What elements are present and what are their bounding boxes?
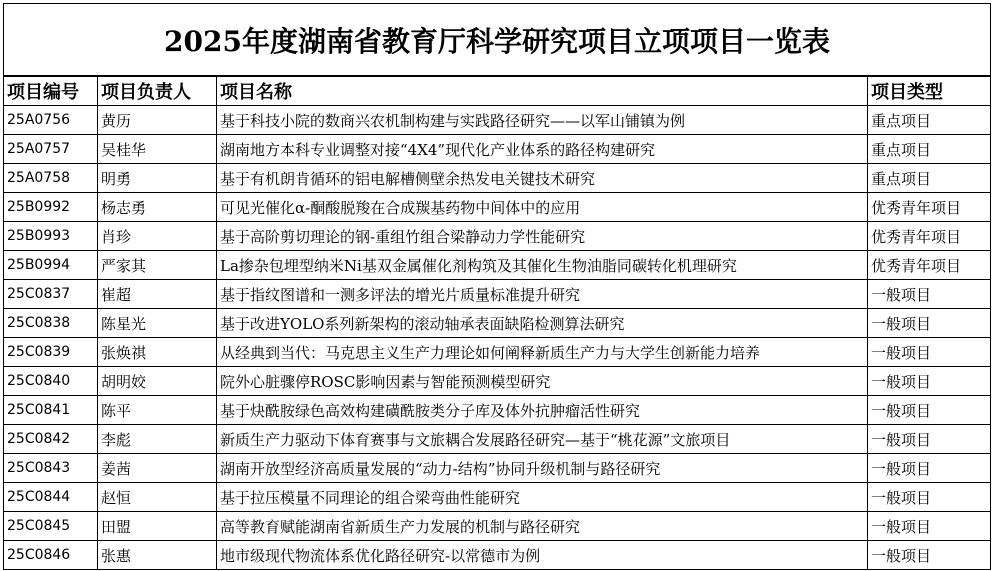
cell-project-code[interactable]: 25C0840 — [4, 367, 98, 396]
cell-project-code[interactable]: 25B0993 — [4, 222, 98, 251]
cell-project-leader[interactable]: 陈星光 — [98, 309, 217, 338]
cell-project-type[interactable]: 优秀青年项目 — [868, 222, 991, 251]
header-row — [4, 76, 991, 106]
cell-project-type[interactable]: 一般项目 — [868, 454, 991, 483]
header-name[interactable]: 项目名称 — [217, 76, 868, 106]
cell-project-name[interactable]: 湖南地方本科专业调整对接“4X4”现代化产业体系的路径构建研究 — [217, 135, 868, 164]
cell-project-name[interactable]: 新质生产力驱动下体育赛事与文旅耦合发展路径研究—基于“桃花源”文旅项目 — [217, 425, 868, 454]
cell-project-leader[interactable]: 明勇 — [98, 164, 217, 193]
cell-project-name[interactable]: 基于改进YOLO系列新架构的滚动轴承表面缺陷检测算法研究 — [217, 309, 868, 338]
cell-project-type[interactable]: 一般项目 — [868, 483, 991, 512]
cell-project-leader[interactable]: 赵恒 — [98, 483, 217, 512]
cell-project-leader[interactable]: 杨志勇 — [98, 193, 217, 222]
cell-project-name[interactable]: 基于炔酰胺绿色高效构建磺酰胺类分子库及体外抗肿瘤活性研究 — [217, 396, 868, 425]
cell-project-type[interactable]: 重点项目 — [868, 164, 991, 193]
cell-project-type[interactable]: 一般项目 — [868, 541, 991, 570]
cell-project-code[interactable]: 25C0839 — [4, 338, 98, 367]
cell-project-leader[interactable]: 田盟 — [98, 512, 217, 541]
table-body — [4, 106, 991, 570]
cell-project-name[interactable]: 基于拉压模量不同理论的组合梁弯曲性能研究 — [217, 483, 868, 512]
cell-project-type[interactable]: 一般项目 — [868, 396, 991, 425]
cell-project-leader[interactable]: 吴桂华 — [98, 135, 217, 164]
cell-project-leader[interactable]: 张焕祺 — [98, 338, 217, 367]
cell-project-type[interactable]: 一般项目 — [868, 309, 991, 338]
table-row — [4, 309, 991, 338]
table-row — [4, 367, 991, 396]
table-row — [4, 106, 991, 135]
project-table — [3, 3, 991, 570]
cell-project-code[interactable]: 25C0845 — [4, 512, 98, 541]
cell-project-code[interactable]: 25C0841 — [4, 396, 98, 425]
cell-project-code[interactable]: 25C0842 — [4, 425, 98, 454]
cell-project-name[interactable]: 从经典到当代：马克思主义生产力理论如何阐释新质生产力与大学生创新能力培养 — [217, 338, 868, 367]
cell-project-code[interactable]: 25C0843 — [4, 454, 98, 483]
cell-project-type[interactable]: 重点项目 — [868, 135, 991, 164]
table-row — [4, 251, 991, 280]
cell-project-code[interactable]: 25B0994 — [4, 251, 98, 280]
cell-project-leader[interactable]: 严家其 — [98, 251, 217, 280]
cell-project-type[interactable]: 重点项目 — [868, 106, 991, 135]
table-row — [4, 280, 991, 309]
cell-project-leader[interactable]: 李彪 — [98, 425, 217, 454]
cell-project-code[interactable]: 25A0756 — [4, 106, 98, 135]
cell-project-leader[interactable]: 陈平 — [98, 396, 217, 425]
cell-project-type[interactable]: 一般项目 — [868, 338, 991, 367]
header-leader[interactable]: 项目负责人 — [98, 76, 217, 106]
cell-project-type[interactable]: 一般项目 — [868, 367, 991, 396]
table-row — [4, 135, 991, 164]
cell-project-name[interactable]: 基于科技小院的数商兴农机制构建与实践路径研究——以军山铺镇为例 — [217, 106, 868, 135]
table-row — [4, 193, 991, 222]
cell-project-name[interactable]: La掺杂包埋型纳米Ni基双金属催化剂构筑及其催化生物油脂同碳转化机理研究 — [217, 251, 868, 280]
cell-project-name[interactable]: 可见光催化α-酮酸脱羧在合成羰基药物中间体中的应用 — [217, 193, 868, 222]
cell-project-name[interactable]: 基于高阶剪切理论的钢-重组竹组合梁静动力学性能研究 — [217, 222, 868, 251]
cell-project-type[interactable]: 优秀青年项目 — [868, 193, 991, 222]
cell-project-type[interactable]: 优秀青年项目 — [868, 251, 991, 280]
cell-project-leader[interactable]: 姜茜 — [98, 454, 217, 483]
cell-project-name[interactable]: 基于有机朗肯循环的铝电解槽侧壁余热发电关键技术研究 — [217, 164, 868, 193]
table-row — [4, 425, 991, 454]
header-type[interactable]: 项目类型 — [868, 76, 991, 106]
cell-project-leader[interactable]: 黄历 — [98, 106, 217, 135]
cell-project-code[interactable]: 25B0992 — [4, 193, 98, 222]
table-row — [4, 338, 991, 367]
cell-project-code[interactable]: 25C0838 — [4, 309, 98, 338]
table-row — [4, 454, 991, 483]
cell-project-code[interactable]: 25C0837 — [4, 280, 98, 309]
cell-project-name[interactable]: 高等教育赋能湖南省新质生产力发展的机制与路径研究 — [217, 512, 868, 541]
cell-project-type[interactable]: 一般项目 — [868, 425, 991, 454]
cell-project-name[interactable]: 基于指纹图谱和一测多评法的增光片质量标准提升研究 — [217, 280, 868, 309]
cell-project-leader[interactable]: 崔超 — [98, 280, 217, 309]
table-row — [4, 164, 991, 193]
table-row — [4, 396, 991, 425]
cell-project-leader[interactable]: 肖珍 — [98, 222, 217, 251]
table-title: 2025年度湖南省教育厅科学研究项目立项项目一览表 — [4, 4, 991, 77]
cell-project-type[interactable]: 一般项目 — [868, 512, 991, 541]
table-row — [4, 222, 991, 251]
cell-project-leader[interactable]: 张惠 — [98, 541, 217, 570]
header-code[interactable]: 项目编号 — [4, 76, 98, 106]
table-row — [4, 512, 991, 541]
cell-project-type[interactable]: 一般项目 — [868, 280, 991, 309]
cell-project-code[interactable]: 25C0844 — [4, 483, 98, 512]
cell-project-name[interactable]: 湖南开放型经济高质量发展的“动力-结构”协同升级机制与路径研究 — [217, 454, 868, 483]
table-row — [4, 483, 991, 512]
cell-project-name[interactable]: 院外心脏骤停ROSC影响因素与智能预测模型研究 — [217, 367, 868, 396]
cell-project-name[interactable]: 地市级现代物流体系优化路径研究-以常德市为例 — [217, 541, 868, 570]
cell-project-code[interactable]: 25A0758 — [4, 164, 98, 193]
cell-project-code[interactable]: 25C0846 — [4, 541, 98, 570]
cell-project-leader[interactable]: 胡明姣 — [98, 367, 217, 396]
table-row — [4, 541, 991, 570]
cell-project-code[interactable]: 25A0757 — [4, 135, 98, 164]
